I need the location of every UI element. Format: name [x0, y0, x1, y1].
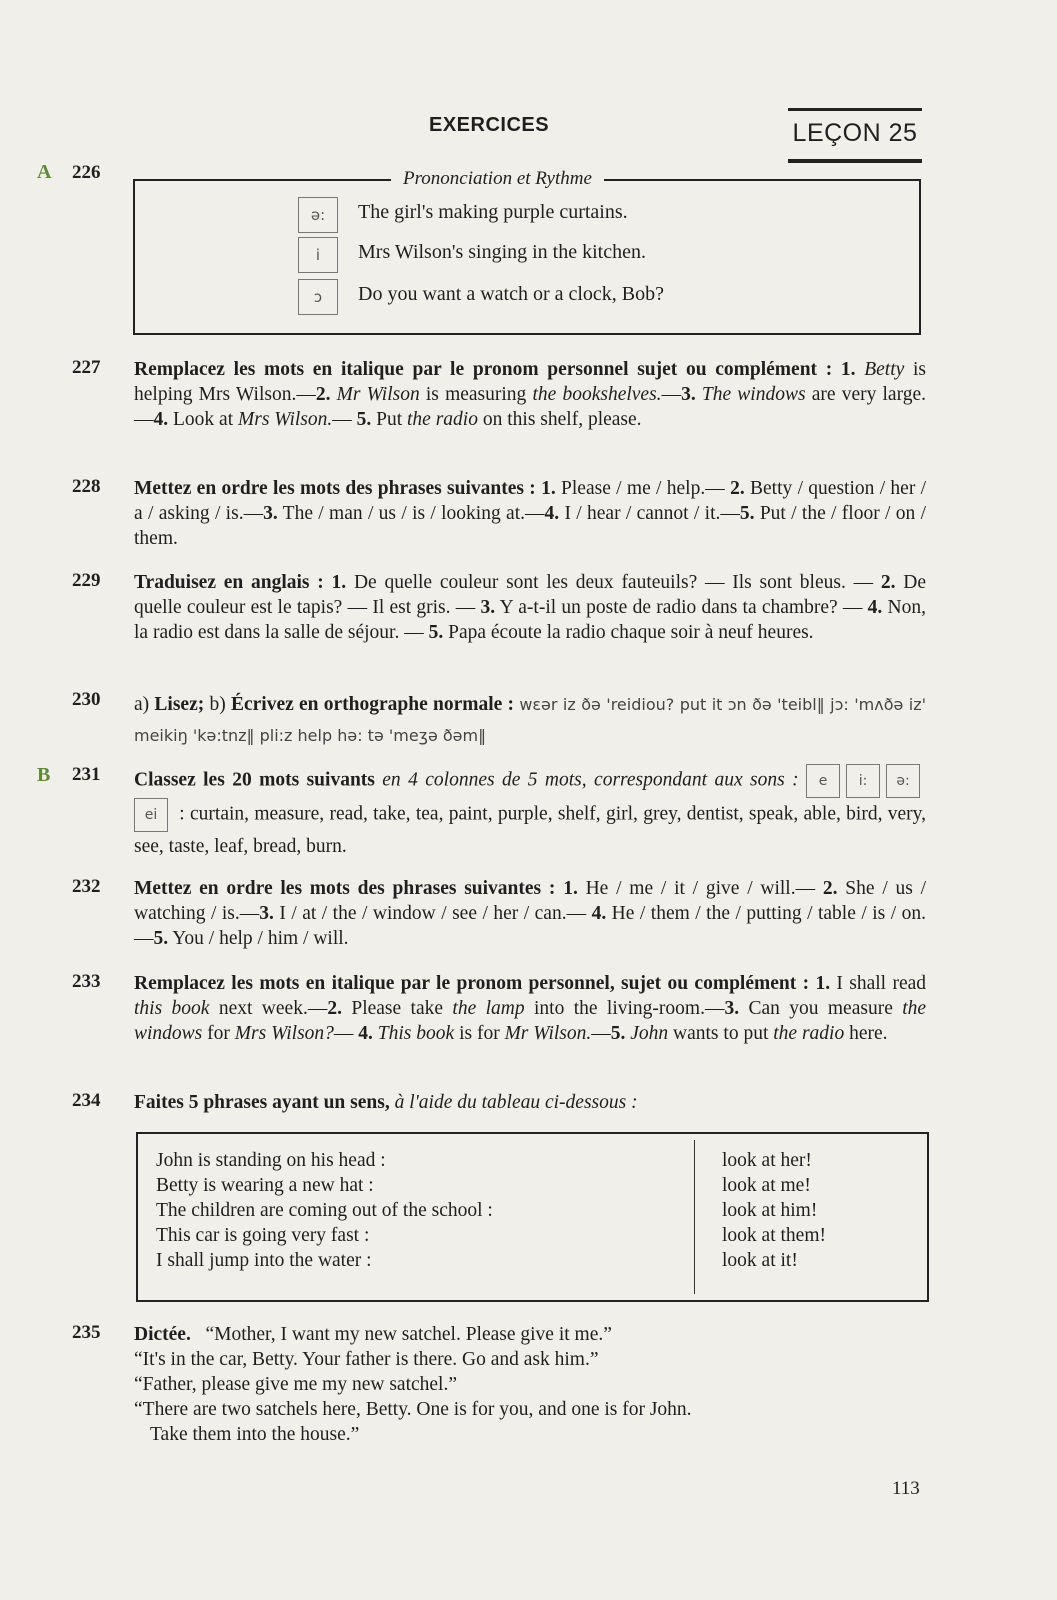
exercise-instruction: Écrivez en orthographe normale :	[230, 694, 515, 715]
page-number: 113	[892, 1478, 920, 1499]
item-text: here.	[849, 1023, 888, 1044]
exercise-232-text	[134, 876, 926, 951]
italic-word: John	[630, 1023, 669, 1044]
exercise-instruction-italic: en 4 colonnes de 5 mots, correspondant aux sons :	[382, 769, 799, 791]
pronunciation-sentence: Do you want a watch or a clock, Bob?	[358, 283, 665, 305]
sentence-table	[136, 1132, 929, 1302]
dictation-line: “There are two satchels here, Betty. One is for you, and one is for John.	[134, 1399, 692, 1420]
exercise-number-226: 226	[72, 162, 101, 183]
exercise-instruction: Mettez en ordre les mots des phrases suivantes :	[134, 878, 556, 899]
exercise-number-234: 234	[72, 1090, 101, 1111]
item-number: 5.	[739, 503, 755, 524]
item-number: 1.	[563, 878, 578, 899]
table-right-column	[722, 1148, 912, 1273]
item-number: 1.	[815, 973, 831, 994]
phonetic-text: ɔn ðə 'teibl‖ jɔ: 'mʌðə iz' meikiŋ 'kə:tnz‖ pli:z help hə: tə 'meʒə ðəm‖	[134, 695, 927, 745]
exercise-instruction: Faites 5 phrases ayant un sens,	[134, 1092, 390, 1113]
item-text: Look at	[173, 409, 234, 430]
item-number: 2.	[880, 572, 896, 593]
table-cell: look at them!	[722, 1225, 826, 1246]
dictation-label: Dictée.	[134, 1324, 191, 1345]
pronunciation-title: Prononciation et Rythme	[391, 168, 604, 190]
item-text: I / hear / cannot / it.—	[564, 503, 740, 524]
item-number: 3.	[681, 384, 696, 405]
dictation-text: “Mother, I want my new satchel. Please give it me.”	[205, 1324, 612, 1345]
item-number: 4.	[358, 1023, 373, 1044]
pronunciation-box	[133, 168, 921, 335]
section-letter-a: A	[37, 161, 52, 183]
item-text: Put / the / floor / on / them.	[134, 503, 926, 549]
exercise-number-232: 232	[72, 876, 101, 897]
item-text: —	[332, 409, 352, 430]
dictation-line: “It's in the car, Betty. Your father is there. Go and ask him.”	[134, 1349, 599, 1370]
item-text: Papa écoute la radio chaque soir à neuf heures.	[448, 622, 814, 643]
item-number: 4.	[867, 597, 883, 618]
sound-box: ə:	[886, 764, 920, 798]
item-number: 2.	[730, 478, 745, 499]
item-text: Betty / question / her / a / asking / is.—	[134, 478, 927, 524]
page-title: EXERCICES	[429, 114, 550, 136]
item-text: is helping Mrs Wilson.—	[134, 359, 926, 405]
item-text: Put	[376, 409, 403, 430]
item-number: 4.	[544, 503, 560, 524]
item-text: —	[333, 1023, 354, 1044]
exercise-instruction: Lisez;	[154, 694, 205, 715]
item-number: 2.	[822, 878, 838, 899]
exercise-number-231: 231	[72, 764, 101, 785]
item-text: next week.—	[218, 998, 328, 1019]
item-text: He / them / the / putting / table / is / on.—	[134, 903, 927, 949]
dictation-line	[134, 1322, 926, 1347]
item-text: is for	[459, 1023, 500, 1044]
exercise-instruction: Remplacez les mots en italique par le pronom personnel, sujet ou complément :	[134, 973, 810, 994]
table-cell: I shall jump into the water :	[156, 1250, 372, 1271]
item-number: 1.	[331, 572, 347, 593]
exercise-instruction: Mettez en ordre les mots des phrases suivantes :	[134, 478, 536, 499]
exercise-229-text	[134, 570, 926, 645]
word-list: : curtain, measure, read, take, tea, paint, purple, shelf, girl, grey, dentist, speak, able, bird, very, see, taste, leaf, bread, burn.	[134, 803, 926, 857]
pronunciation-sentence: Mrs Wilson's singing in the kitchen.	[358, 241, 646, 263]
item-text: He / me / it / give / will.—	[585, 878, 816, 899]
item-number: 4.	[591, 903, 607, 924]
pronunciation-sentence: The girl's making purple curtains.	[358, 201, 628, 223]
exercise-number-233: 233	[72, 971, 101, 992]
item-number: 3.	[724, 998, 740, 1019]
item-number: 2.	[327, 998, 342, 1019]
item-text: De quelle couleur est le tapis? — Il est gris. —	[134, 572, 927, 618]
item-number: 5.	[428, 622, 444, 643]
table-left-column	[156, 1148, 676, 1273]
exercise-instruction: Classez les 20 mots suivants	[134, 769, 375, 791]
italic-word: The windows	[701, 384, 806, 405]
item-text: on this shelf, please.	[482, 409, 642, 430]
exercise-number-227: 227	[72, 357, 101, 378]
exercise-231-text	[134, 764, 926, 862]
item-number: 5.	[153, 928, 169, 949]
table-cell: look at me!	[722, 1175, 811, 1196]
item-text: —	[661, 384, 682, 405]
exercise-230-text	[134, 689, 926, 751]
item-number: 1.	[840, 359, 856, 380]
item-text: into the living-room.—	[534, 998, 725, 1019]
table-cell: look at him!	[722, 1200, 818, 1221]
exercise-234-text	[134, 1090, 926, 1115]
italic-word: the bookshelves.	[532, 384, 662, 405]
item-text: Can you measure	[748, 998, 893, 1019]
item-number: 2.	[315, 384, 331, 405]
item-text: Please take	[351, 998, 444, 1019]
italic-word: this book	[134, 998, 210, 1019]
item-number: 3.	[263, 503, 278, 524]
item-text: You / help / him / will.	[172, 928, 349, 949]
item-text: for	[207, 1023, 230, 1044]
sound-box: e	[806, 764, 840, 798]
table-cell: The children are coming out of the school :	[156, 1200, 493, 1221]
table-cell: This car is going very fast :	[156, 1225, 370, 1246]
item-label: b)	[209, 694, 226, 715]
item-text: Please / me / help.—	[561, 478, 725, 499]
exercise-233-text	[134, 971, 926, 1046]
phonetic-text: wɛər iz ðə 'reidiou? put it	[519, 695, 723, 714]
exercise-instruction: Remplacez les mots en italique par le pronom personnel sujet ou complément :	[134, 359, 833, 380]
italic-word: This book	[377, 1023, 455, 1044]
exercise-number-228: 228	[72, 476, 101, 497]
italic-word: Mrs Wilson?	[234, 1023, 334, 1044]
item-text: —	[591, 1023, 611, 1044]
exercise-instruction: Traduisez en anglais :	[134, 572, 324, 593]
item-number: 3.	[259, 903, 274, 924]
dictation-line: “Father, please give me my new satchel.”	[134, 1374, 458, 1395]
exercise-228-text	[134, 476, 926, 551]
item-text: is measuring	[425, 384, 527, 405]
sound-box: i:	[846, 764, 880, 798]
italic-word: the lamp	[452, 998, 525, 1019]
item-text: The / man / us / is / looking at.—	[282, 503, 545, 524]
italic-word: Mr Wilson.	[504, 1023, 592, 1044]
item-text: are very large.—	[134, 384, 927, 430]
italic-word: the radio	[407, 409, 478, 430]
item-text: I / at / the / window / see / her / can.—	[279, 903, 587, 924]
dictation-line: Take them into the house.”	[150, 1424, 360, 1445]
item-text: Non, la radio est dans la salle de séjour. —	[134, 597, 926, 643]
italic-word: the windows	[134, 998, 927, 1044]
exercise-number-229: 229	[72, 570, 101, 591]
item-text: Y a-t-il un poste de radio dans ta chambre? —	[499, 597, 863, 618]
table-cell: Betty is wearing a new hat :	[156, 1175, 374, 1196]
item-text: wants to put	[673, 1023, 769, 1044]
item-text: I shall read	[836, 973, 927, 994]
item-number: 4.	[153, 409, 169, 430]
italic-word: Mr Wilson	[336, 384, 420, 405]
table-cell: look at her!	[722, 1150, 812, 1171]
item-number: 5.	[356, 409, 372, 430]
sound-box: ei	[134, 798, 168, 832]
table-cell: look at it!	[722, 1250, 798, 1271]
exercise-227-text	[134, 357, 926, 432]
exercise-instruction-italic: à l'aide du tableau ci-dessous :	[394, 1092, 638, 1113]
section-letter-b: B	[37, 764, 51, 786]
exercise-number-235: 235	[72, 1322, 101, 1343]
italic-word: the radio	[773, 1023, 845, 1044]
exercise-235-text	[134, 1322, 926, 1447]
item-label: a)	[134, 694, 150, 715]
phonetic-symbol: ə:	[298, 197, 338, 233]
item-text: She / us / watching / is.—	[134, 878, 927, 924]
item-number: 3.	[480, 597, 496, 618]
italic-word: Betty	[864, 359, 905, 380]
italic-word: Mrs Wilson.	[237, 409, 333, 430]
item-number: 5.	[610, 1023, 626, 1044]
phonetic-symbol: ɔ	[298, 279, 338, 315]
phonetic-symbol: i	[298, 237, 338, 273]
item-number: 1.	[541, 478, 556, 499]
item-text: De quelle couleur sont les deux fauteuils? — Ils sont bleus. —	[353, 572, 874, 593]
table-divider	[694, 1140, 695, 1294]
exercise-number-230: 230	[72, 689, 101, 710]
table-cell: John is standing on his head :	[156, 1150, 386, 1171]
lesson-label: LEÇON 25	[788, 108, 922, 163]
